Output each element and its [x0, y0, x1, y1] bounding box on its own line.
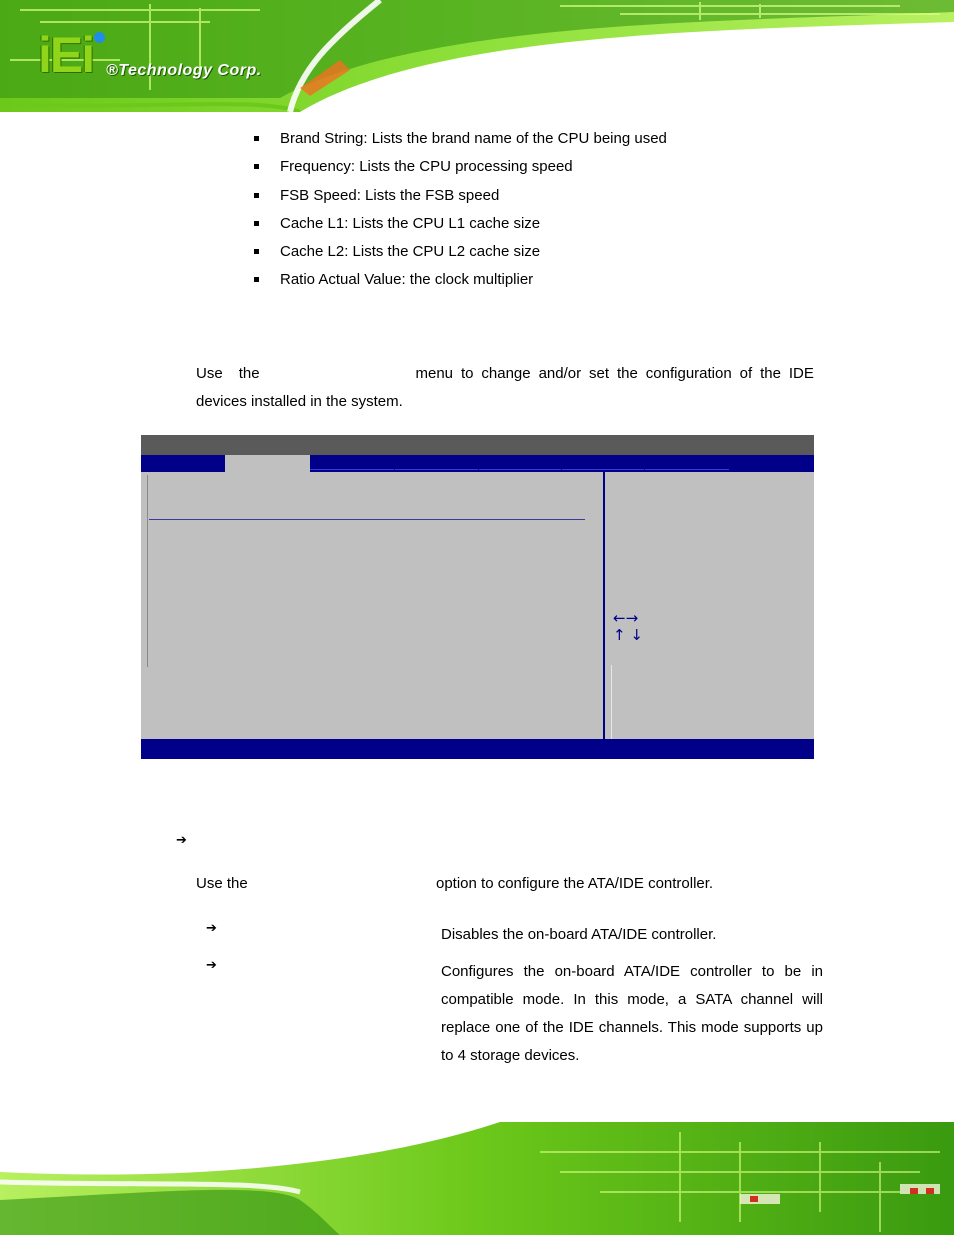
- bios-tab-underline: [645, 469, 729, 470]
- intro-word: Use: [196, 365, 223, 382]
- intro-word: and/or: [538, 365, 582, 382]
- bios-tab-underline: [562, 469, 644, 470]
- intro-word: of: [739, 365, 753, 382]
- list-item: Cache L1: Lists the CPU L1 cache size: [252, 213, 667, 241]
- bios-nav-keys: [613, 610, 643, 644]
- bios-tab-advanced[interactable]: [225, 455, 310, 472]
- bios-tab-underline: [479, 469, 561, 470]
- list-item: FSB Speed: Lists the FSB speed: [252, 185, 667, 213]
- bios-panel-divider-light: [611, 665, 612, 739]
- bios-menu-bar: [141, 455, 814, 472]
- bios-left-rule: [147, 475, 148, 667]
- footer-banner: [0, 1122, 954, 1235]
- list-item: Brand String: Lists the brand name of the CPU being used: [252, 128, 667, 156]
- intro-word: menu: [415, 365, 454, 382]
- bios-screen: [141, 435, 814, 759]
- arrow-right-icon: ➔: [206, 921, 217, 936]
- list-item: Cache L2: Lists the CPU L2 cache size: [252, 241, 667, 269]
- ata-use-the: Use the: [196, 875, 248, 892]
- list-item: Ratio Actual Value: the clock multiplier: [252, 269, 667, 297]
- bios-footer-bar: [141, 739, 814, 759]
- bios-separator-line: [149, 519, 585, 520]
- option-compatible-description: Configures the on-board ATA/IDE controller to be in compatible mode. In this mode, a SATA channel will replace one of the IDE channels. This mode supports up to 4 storage devices.: [441, 963, 823, 1064]
- company-name: ®Technology Corp.: [106, 62, 262, 79]
- logo-dot-icon: [94, 32, 105, 43]
- bios-tab-underline: [395, 469, 478, 470]
- company-logo: [38, 27, 298, 83]
- intro-word: to: [460, 365, 474, 382]
- arrow-right-icon: ➔: [206, 958, 217, 973]
- bios-panel-divider: [603, 472, 605, 739]
- intro-word: the: [238, 365, 260, 382]
- intro-line-1: [196, 360, 814, 388]
- cpu-info-list: [252, 128, 667, 298]
- ata-option-description: option to configure the ATA/IDE controller.: [436, 875, 714, 892]
- arrow-right-icon: ➔: [176, 833, 187, 848]
- intro-word: the: [617, 365, 638, 382]
- intro-word: the: [760, 365, 781, 382]
- logo-letters: iEi: [38, 27, 94, 83]
- intro-word: change: [481, 365, 531, 382]
- intro-word: IDE: [788, 365, 814, 382]
- bios-tab-underline: [310, 469, 394, 470]
- up-down-arrows-icon: ↑ ↓: [613, 626, 643, 644]
- intro-paragraph: [196, 360, 814, 416]
- list-item: Frequency: Lists the CPU processing speed: [252, 156, 667, 184]
- intro-line-2: devices installed in the system.: [196, 393, 403, 410]
- intro-word: configuration: [645, 365, 732, 382]
- bios-title-bar: [141, 435, 814, 455]
- option-disabled-description: Disables the on-board ATA/IDE controller.: [441, 926, 717, 943]
- left-right-arrows-icon: ←→: [613, 609, 639, 627]
- intro-word: set: [589, 365, 610, 382]
